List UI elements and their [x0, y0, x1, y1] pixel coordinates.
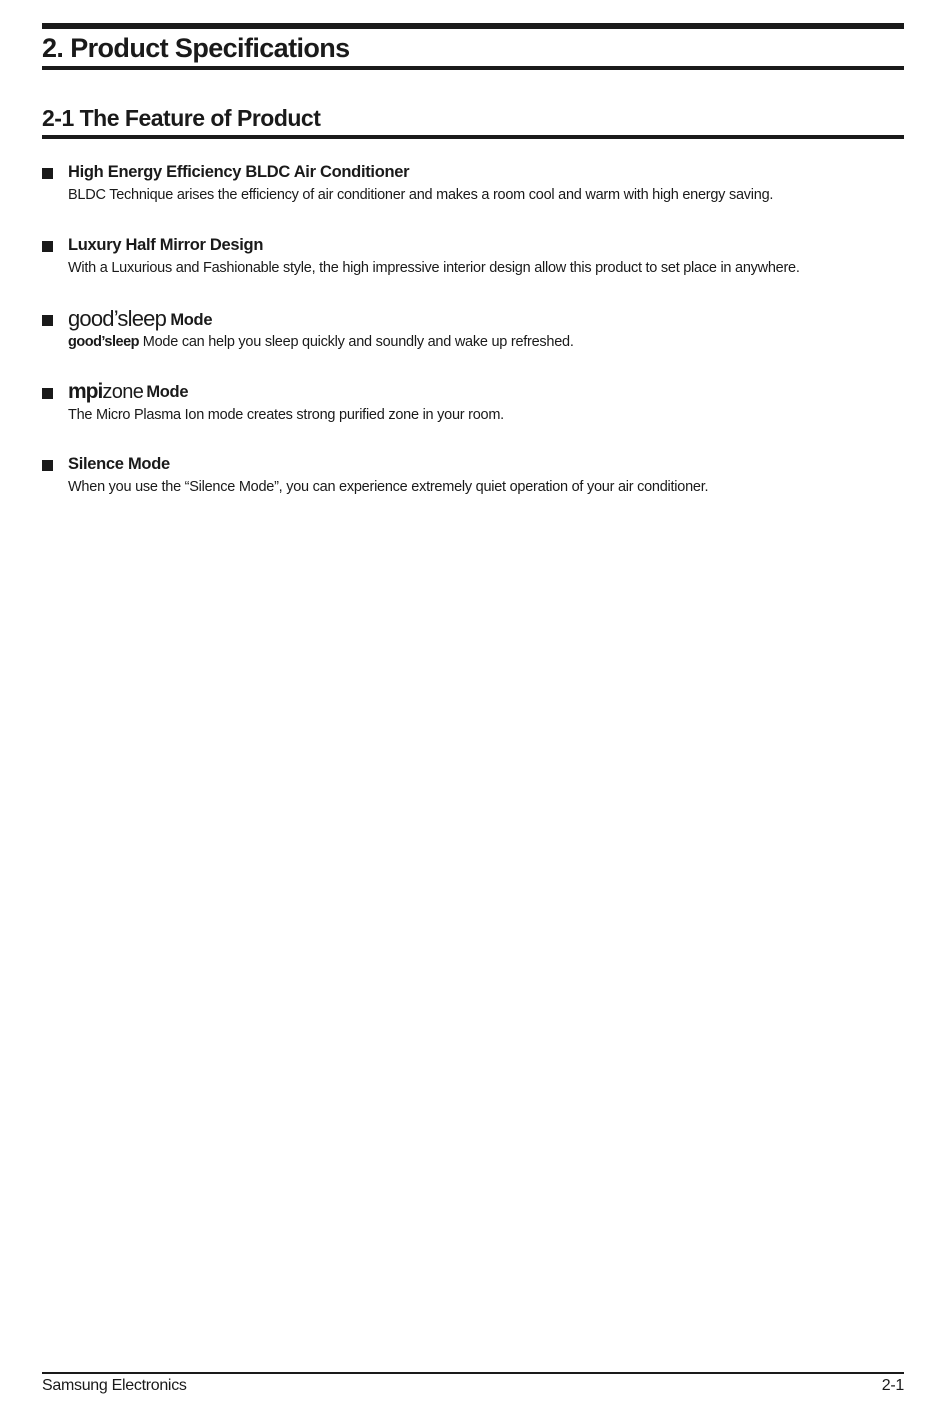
feature-item: [42, 307, 904, 355]
feature-heading: [68, 307, 212, 332]
title-bottom-rule: [42, 66, 904, 70]
feature-heading-suffix: Mode: [146, 383, 189, 401]
feature-description: The Micro Plasma Ion mode creates strong purified zone in your room.: [68, 407, 504, 423]
feature-item: [42, 233, 904, 281]
square-bullet-icon: [42, 168, 53, 179]
square-bullet-icon: [42, 460, 53, 471]
goodsleep-logo: good’sleep: [68, 306, 167, 331]
feature-description: [68, 331, 574, 353]
feature-item: [42, 452, 904, 500]
section-rule: [42, 135, 904, 139]
square-bullet-icon: [42, 388, 53, 399]
feature-description-text: Mode can help you sleep quickly and soundly and wake up refreshed.: [142, 334, 574, 350]
section-title: 2-1 The Feature of Product: [42, 105, 321, 131]
title-top-rule: [42, 23, 904, 29]
feature-heading: Silence Mode: [68, 455, 170, 473]
feature-description: When you use the “Silence Mode”, you can experience extremely quiet operation of your air conditioner.: [68, 479, 709, 495]
zone-logo: zone: [102, 381, 144, 403]
feature-heading: High Energy Efficiency BLDC Air Conditioner: [68, 163, 410, 181]
feature-item: [42, 160, 904, 208]
goodsleep-logo-small: good’sleep: [68, 334, 139, 350]
feature-item: [42, 380, 904, 428]
feature-description: With a Luxurious and Fashionable style, the high impressive interior design allow this product to set place in anywhere.: [68, 260, 800, 276]
page-number: 2-1: [881, 1377, 904, 1394]
page-title: 2. Product Specifications: [42, 33, 350, 63]
square-bullet-icon: [42, 241, 53, 252]
feature-heading: Luxury Half Mirror Design: [68, 236, 264, 254]
feature-heading: [68, 380, 188, 404]
feature-heading-suffix: Mode: [170, 311, 213, 329]
mpi-logo: mpi: [68, 380, 103, 403]
feature-description: BLDC Technique arises the efficiency of air conditioner and makes a room cool and warm with high energy saving.: [68, 187, 774, 203]
footer-company: Samsung Electronics: [42, 1377, 187, 1394]
square-bullet-icon: [42, 315, 53, 326]
